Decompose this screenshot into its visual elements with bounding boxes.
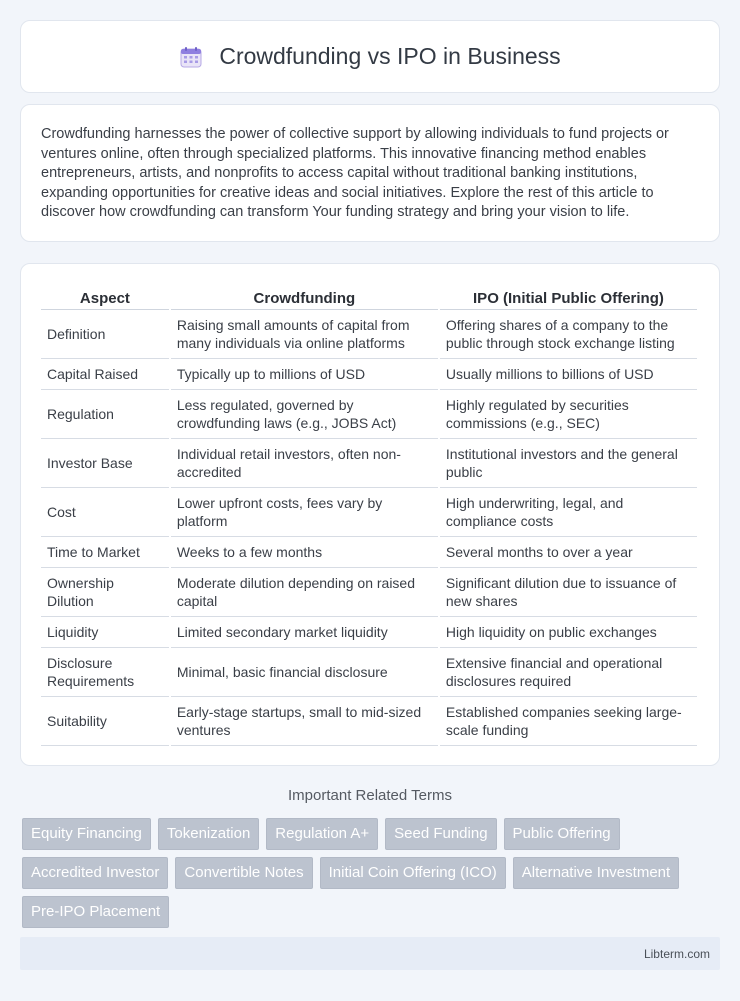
table-cell: Investor Base: [41, 439, 169, 488]
table-cell: Cost: [41, 488, 169, 537]
table-cell: Definition: [41, 310, 169, 359]
table-row: [41, 310, 697, 359]
table-cell: Less regulated, governed by crowdfunding laws (e.g., JOBS Act): [171, 390, 438, 439]
tag-accredited-investor[interactable]: Accredited Investor: [22, 857, 168, 889]
table-row: [41, 359, 697, 390]
table-cell: Usually millions to billions of USD: [440, 359, 697, 390]
title-card: [20, 20, 720, 93]
table-header-row: [41, 284, 697, 310]
tag-alternative-investment[interactable]: Alternative Investment: [513, 857, 679, 889]
table-cell: Suitability: [41, 697, 169, 746]
table-cell: Minimal, basic financial disclosure: [171, 648, 438, 697]
table-cell: Time to Market: [41, 537, 169, 568]
tag-equity-financing[interactable]: Equity Financing: [22, 818, 151, 850]
table-row: [41, 488, 697, 537]
footer: [20, 937, 720, 970]
table-row: [41, 439, 697, 488]
footer-site-link[interactable]: Libterm.com: [643, 946, 710, 961]
page-title: Crowdfunding vs IPO in Business: [219, 43, 561, 69]
table-cell: Typically up to millions of USD: [171, 359, 438, 390]
table-cell: Moderate dilution depending on raised capital: [171, 568, 438, 617]
tag-public-offering[interactable]: Public Offering: [504, 818, 620, 850]
tag-seed-funding[interactable]: Seed Funding: [385, 818, 496, 850]
table-cell: Individual retail investors, often non-accredited: [171, 439, 438, 488]
table-row: [41, 697, 697, 746]
tag-initial-coin-offering[interactable]: Initial Coin Offering (ICO): [320, 857, 506, 889]
table-cell: Institutional investors and the general public: [440, 439, 697, 488]
table-row: [41, 537, 697, 568]
table-cell: High liquidity on public exchanges: [440, 617, 697, 648]
tag-pre-ipo-placement[interactable]: Pre-IPO Placement: [22, 896, 169, 928]
table-cell: Early-stage startups, small to mid-sized ventures: [171, 697, 438, 746]
table-cell: Weeks to a few months: [171, 537, 438, 568]
calendar-icon: [179, 45, 203, 69]
comparison-table: [39, 284, 699, 746]
column-header-crowdfunding: Crowdfunding: [171, 284, 438, 310]
table-row: [41, 568, 697, 617]
table-cell: Regulation: [41, 390, 169, 439]
intro-card: [20, 104, 720, 242]
intro-text: Crowdfunding harnesses the power of collective support by allowing individuals to fund projects or ventures online, often through specialized platforms. This innovative financing method enables entrepreneurs, artists, and nonprofits to access capital without traditional banking institutions, expanding opportunities for creative ideas and social initiatives. Explore the rest of this article to discover how crowdfunding can transform Your funding strategy and bring your vision to life.: [41, 126, 669, 220]
table-cell: High underwriting, legal, and compliance costs: [440, 488, 697, 537]
table-cell: Liquidity: [41, 617, 169, 648]
table-cell: Capital Raised: [41, 359, 169, 390]
table-row: [41, 390, 697, 439]
table-cell: Extensive financial and operational disclosures required: [440, 648, 697, 697]
table-cell: Disclosure Requirements: [41, 648, 169, 697]
table-cell: Several months to over a year: [440, 537, 697, 568]
tag-convertible-notes[interactable]: Convertible Notes: [175, 857, 312, 889]
tag-regulation-a-plus[interactable]: Regulation A+: [266, 818, 378, 850]
table-row: [41, 648, 697, 697]
tag-tokenization[interactable]: Tokenization: [158, 818, 259, 850]
table-cell: Ownership Dilution: [41, 568, 169, 617]
related-terms-list: [22, 818, 722, 928]
related-terms-title: Important Related Terms: [288, 787, 452, 804]
table-cell: Limited secondary market liquidity: [171, 617, 438, 648]
table-cell: Offering shares of a company to the public through stock exchange listing: [440, 310, 697, 359]
table-cell: Significant dilution due to issuance of new shares: [440, 568, 697, 617]
comparison-card: [20, 263, 720, 766]
title-wrap: [179, 43, 560, 70]
table-cell: Highly regulated by securities commissions (e.g., SEC): [440, 390, 697, 439]
table-cell: Lower upfront costs, fees vary by platform: [171, 488, 438, 537]
table-cell: Raising small amounts of capital from many individuals via online platforms: [171, 310, 438, 359]
table-cell: Established companies seeking large-scale funding: [440, 697, 697, 746]
column-header-ipo: IPO (Initial Public Offering): [440, 284, 697, 310]
table-row: [41, 617, 697, 648]
column-header-aspect: Aspect: [41, 284, 169, 310]
